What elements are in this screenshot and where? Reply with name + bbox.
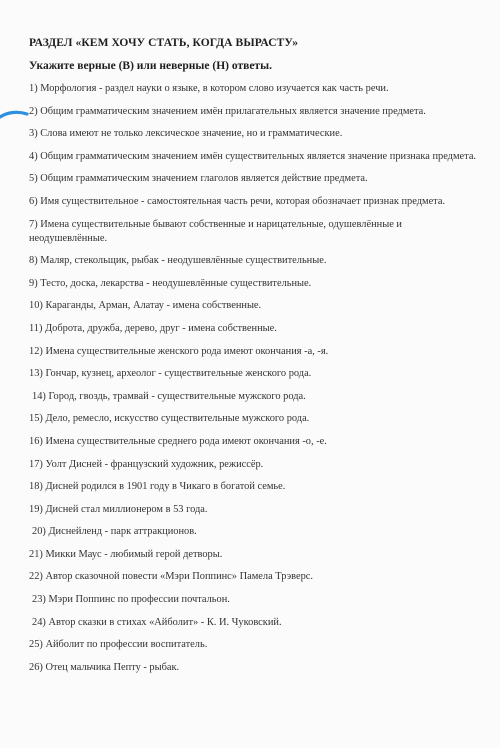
instructions-text: Укажите верные (В) или неверные (Н) ответы. — [29, 60, 272, 72]
statement-item: 16) Имена существительные среднего рода имеют окончания -о, -е. — [29, 435, 327, 447]
statement-item: 15) Дело, ремесло, искусство существительные мужского рода. — [29, 413, 310, 425]
statement-item: 23) Мэри Поппинс по профессии почтальон. — [32, 594, 230, 606]
statement-item: 18) Дисней родился в 1901 году в Чикаго в богатой семье. — [29, 481, 286, 493]
statement-item: 10) Караганды, Арман, Алатау - имена собственные. — [29, 300, 262, 312]
statement-item: 25) Айболит по профессии воспитатель. — [29, 639, 208, 651]
statement-item: 17) Уолт Дисней - французский художник, режиссёр. — [29, 458, 264, 470]
statement-item: 6) Имя существительное - самостоятельная часть речи, которая обозначает признак предмета. — [29, 195, 446, 207]
statement-item: 11) Доброта, дружба, дерево, друг - имена собственные. — [29, 322, 277, 334]
statement-item: 2) Общим грамматическим значением имён прилагательных является значение предмета. — [29, 105, 426, 117]
statement-item: 4) Общим грамматическим значением имён существительных является значение признака предмета. — [29, 150, 477, 162]
pen-mark-icon — [0, 108, 30, 122]
section-title: РАЗДЕЛ «КЕМ ХОЧУ СТАТЬ, КОГДА ВЫРАСТУ» — [29, 37, 299, 49]
statement-item: 9) Тесто, доска, лекарства - неодушевлённые существительные. — [29, 277, 312, 289]
statement-item: 21) Микки Маус - любимый герой детворы. — [29, 548, 223, 560]
statement-item: 19) Дисней стал миллионером в 53 года. — [29, 503, 208, 515]
statement-item: 14) Город, гвоздь, трамвай - существительные мужского рода. — [32, 390, 306, 402]
statement-item: 3) Слова имеют не только лексическое значение, но и грамматические. — [29, 128, 343, 140]
statement-item: 22) Автор сказочной повести «Мэри Поппинс» Памела Трэверс. — [29, 571, 314, 583]
statement-item: 1) Морфология - раздел науки о языке, в котором слово изучается как часть речи. — [29, 83, 389, 94]
statement-item: 5) Общим грамматическим значением глаголов является действие предмета. — [29, 173, 368, 185]
statement-item: 7) Имена существительные бывают собственные и нарицательные, одушевлённые и неодушевлённые. — [29, 218, 402, 244]
statement-item: 20) Диснейленд - парк аттракционов. — [32, 526, 197, 538]
statement-item: 12) Имена существительные женского рода имеют окончания -а, -я. — [29, 345, 329, 357]
statement-item: 24) Автор сказки в стихах «Айболит» - К. И. Чуковский. — [32, 616, 282, 628]
statement-item: 26) Отец мальчика Пепту - рыбак. — [29, 661, 180, 673]
statement-item: 8) Маляр, стекольщик, рыбак - неодушевлённые существительные. — [29, 255, 327, 267]
statement-item: 13) Гончар, кузнец, археолог - существительные женского рода. — [29, 368, 312, 380]
statement-list — [29, 82, 489, 683]
